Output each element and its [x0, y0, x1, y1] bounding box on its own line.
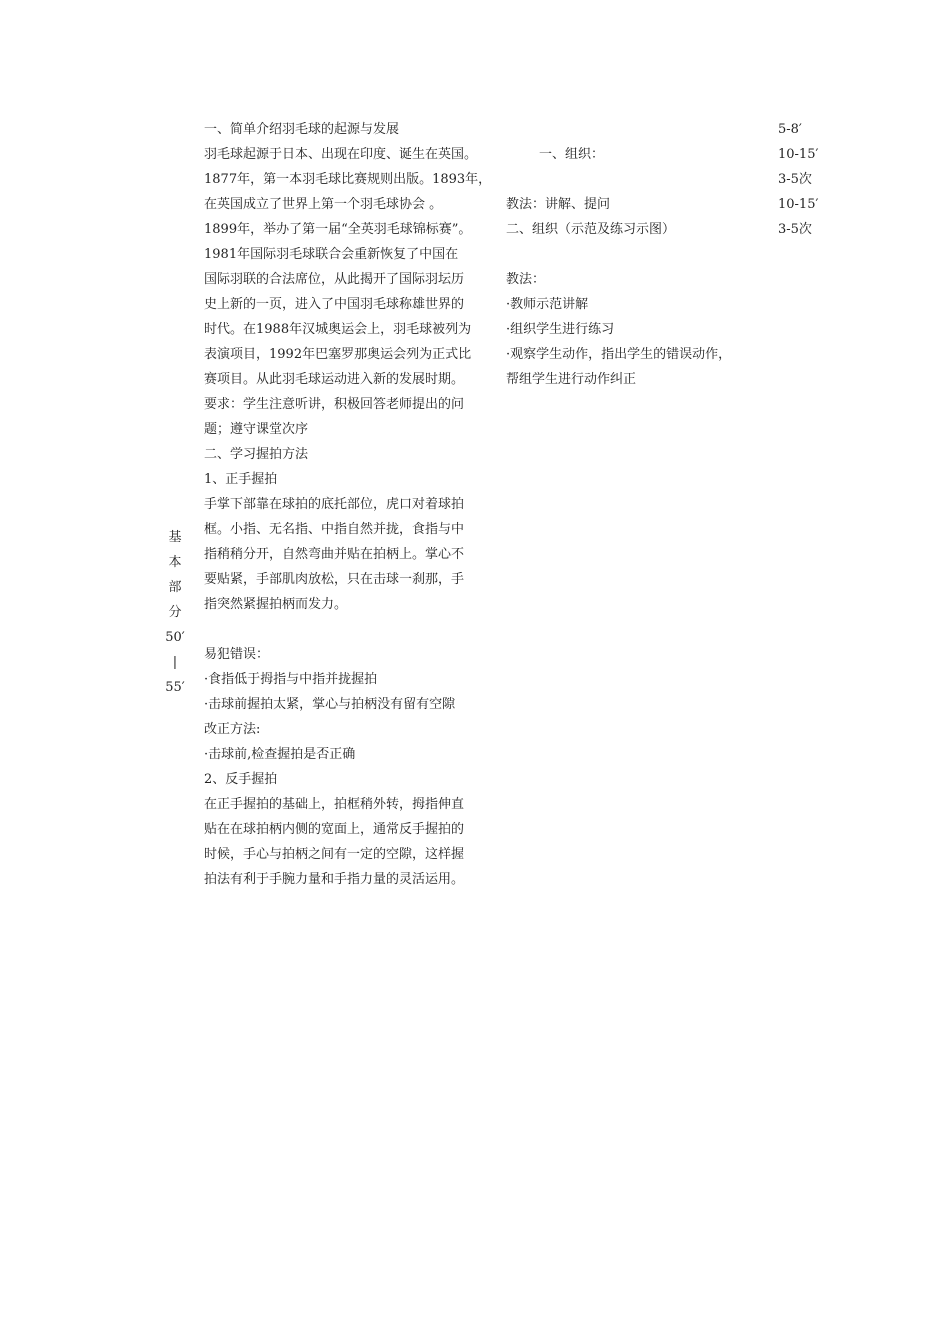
time-value-1: 5-8′: [778, 122, 802, 137]
section-label-vertical: [162, 525, 188, 700]
content-line-27: 2、反手握拍: [204, 772, 278, 787]
time-allocation-column: [778, 117, 848, 242]
content-line-6: 1981年国际羽毛球联合会重新恢复了中国在: [204, 247, 459, 262]
content-line-25: 改正方法:: [204, 722, 261, 737]
side-label-char-5: 50′: [165, 630, 185, 645]
side-label-char-4: 分: [168, 605, 182, 620]
content-line-1: 一、简单介绍羽毛球的起源与发展: [204, 122, 400, 137]
content-line-17: 框。小指、无名指、中指自然并拢，食指与中: [204, 522, 465, 537]
content-line-3: 1877年，第一本羽毛球比赛规则出版。1893年，: [204, 172, 492, 187]
content-line-26: ·击球前,检查握拍是否正确: [204, 747, 356, 762]
content-line-23: ·食指低于拇指与中指并拢握拍: [204, 672, 378, 687]
content-line-29: 贴在在球拍柄内侧的宽面上，通常反手握拍的: [204, 822, 465, 837]
method-line-4: 教法：讲解、提问: [506, 197, 611, 212]
method-line-7: 教法：: [506, 272, 546, 287]
time-value-4: 10-15′: [778, 197, 819, 212]
method-line-3: [506, 167, 771, 192]
content-line-14: 二、学习握拍方法: [204, 447, 309, 462]
content-line-21: [204, 617, 504, 642]
content-line-16: 手掌下部靠在球拍的底托部位，虎口对着球拍: [204, 497, 465, 512]
content-line-11: 赛项目。从此羽毛球运动进入新的发展时期。: [204, 372, 465, 387]
organization-method-column: [506, 117, 771, 392]
content-line-28: 在正手握拍的基础上，拍框稍外转，拇指伸直: [204, 797, 465, 812]
method-line-2: 一、组织：: [539, 147, 605, 162]
side-label-char-2: 本: [168, 555, 182, 570]
time-value-5: 3-5次: [778, 222, 812, 237]
content-line-18: 指稍稍分开，自然弯曲并贴在拍柄上。掌心不: [204, 547, 465, 562]
content-line-15: 1、正手握拍: [204, 472, 278, 487]
method-line-10: ·观察学生动作，指出学生的错误动作，: [506, 347, 732, 362]
method-line-11: 帮组学生进行动作纠正: [506, 372, 637, 387]
side-label-char-1: 基: [168, 530, 182, 545]
content-line-30: 时候，手心与拍柄之间有一定的空隙，这样握: [204, 847, 465, 862]
content-line-19: 要贴紧，手部肌肉放松，只在击球一刹那，手: [204, 572, 465, 587]
content-line-20: 指突然紧握拍柄而发力。: [204, 597, 348, 612]
content-line-12: 要求：学生注意听讲，积极回答老师提出的问: [204, 397, 465, 412]
content-line-4: 在英国成立了世界上第一个羽毛球协会 。: [204, 197, 443, 212]
side-label-char-6: |: [172, 655, 178, 670]
content-line-31: 拍法有利于手腕力量和手指力量的灵活运用。: [204, 872, 465, 887]
side-label-char-3: 部: [168, 580, 182, 595]
content-line-8: 史上新的一页，进入了中国羽毛球称雄世界的: [204, 297, 465, 312]
side-label-char-7: 55′: [165, 680, 185, 695]
method-line-9: ·组织学生进行练习: [506, 322, 615, 337]
content-line-24: ·击球前握拍太紧，掌心与拍柄没有留有空隙: [204, 697, 456, 712]
content-line-7: 国际羽联的合法席位，从此揭开了国际羽坛历: [204, 272, 465, 287]
time-value-2: 10-15′: [778, 147, 819, 162]
method-line-1: [506, 117, 771, 142]
content-line-13: 题；遵守课堂次序: [204, 422, 309, 437]
method-line-6: [506, 242, 771, 267]
content-line-5: 1899年，举办了第一届“全英羽毛球锦标赛”。: [204, 222, 472, 237]
method-line-5: 二、组织（示范及练习示图）: [506, 222, 676, 237]
content-line-10: 表演项目，1992年巴塞罗那奥运会列为正式比: [204, 347, 472, 362]
lesson-content-column: [204, 117, 504, 892]
method-line-8: ·教师示范讲解: [506, 297, 589, 312]
content-line-22: 易犯错误：: [204, 647, 270, 662]
content-line-2: 羽毛球起源于日本、出现在印度、诞生在英国。: [204, 147, 478, 162]
content-line-9: 时代。在1988年汉城奥运会上，羽毛球被列为: [204, 322, 472, 337]
time-value-3: 3-5次: [778, 172, 812, 187]
